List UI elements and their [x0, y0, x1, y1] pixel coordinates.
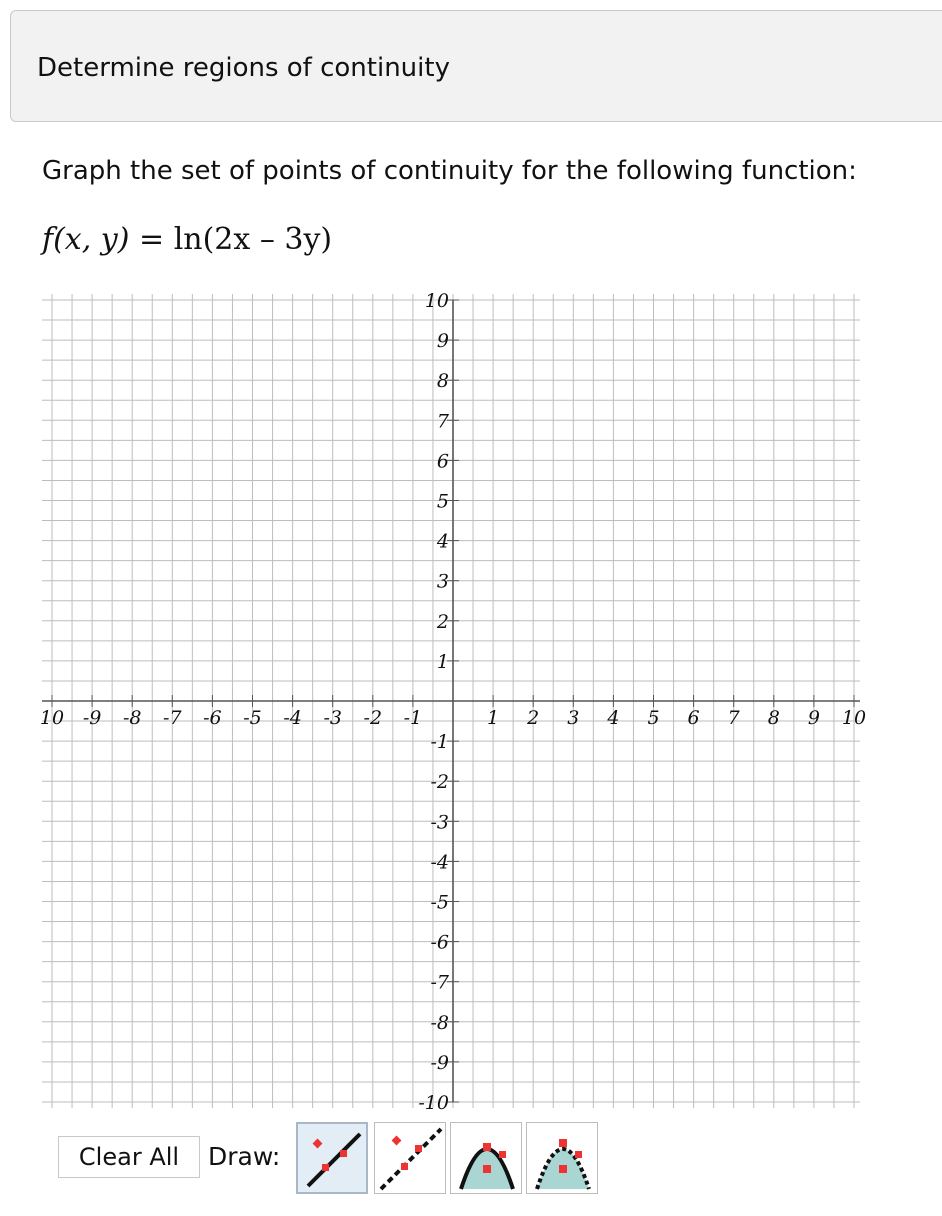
y-tick-label: -2: [430, 771, 449, 794]
y-tick-label: 5: [436, 490, 449, 513]
y-tick-label: -3: [430, 811, 449, 834]
y-tick-label: 10: [424, 290, 449, 312]
x-tick-label: 9: [807, 707, 820, 729]
x-tick-label: -1: [403, 707, 423, 729]
y-tick-label: 2: [436, 610, 449, 633]
solid-parabola-tool[interactable]: [450, 1122, 522, 1194]
page-title: Determine regions of continuity: [37, 53, 450, 83]
y-tick-label: -6: [430, 931, 449, 954]
y-tick-label: -9: [430, 1051, 449, 1074]
x-tick-label: -6: [203, 707, 222, 729]
y-tick-label: -8: [430, 1011, 449, 1034]
y-tick-label: 6: [436, 450, 449, 473]
x-tick-label: 8: [767, 707, 780, 729]
function-formula: [42, 222, 332, 257]
formula-equals: =: [139, 222, 165, 257]
solid-parabola-icon: [451, 1123, 523, 1195]
x-tick-label: -7: [163, 707, 182, 729]
y-tick-label: -4: [430, 851, 449, 874]
draw-label: Draw:: [208, 1142, 281, 1171]
x-tick-label: -5: [243, 707, 262, 729]
x-tick-label: -3: [323, 707, 342, 729]
header-bar: [10, 10, 942, 122]
x-tick-label: 2: [527, 707, 540, 729]
question-prompt: Graph the set of points of continuity for the following function:: [42, 156, 857, 186]
x-tick-label: 10: [39, 707, 65, 729]
solid-line-tool[interactable]: [296, 1122, 368, 1194]
dashed-parabola-icon: [527, 1123, 599, 1195]
dashed-parabola-tool[interactable]: [526, 1122, 598, 1194]
dashed-line-tool[interactable]: [374, 1122, 446, 1194]
y-tick-label: 8: [436, 370, 449, 393]
y-tick-label: -7: [430, 971, 449, 994]
x-tick-label: -8: [122, 707, 142, 729]
formula-rhs: ln(2x – 3y): [173, 222, 333, 257]
x-tick-label: 4: [607, 707, 620, 729]
y-tick-label: 3: [436, 570, 449, 593]
y-tick-label: 1: [436, 650, 449, 673]
y-tick-label: 4: [436, 530, 449, 553]
solid-line-icon: [298, 1124, 370, 1196]
clear-all-button[interactable]: Clear All: [58, 1136, 200, 1178]
x-tick-label: 6: [687, 707, 700, 729]
x-tick-label: 10: [841, 707, 867, 729]
x-tick-label: -2: [363, 707, 383, 729]
x-tick-label: 5: [647, 707, 660, 729]
x-tick-label: 1: [487, 707, 500, 729]
y-tick-label: -1: [430, 731, 449, 754]
y-tick-label: 9: [436, 330, 449, 353]
x-tick-label: -4: [283, 707, 302, 729]
dashed-line-icon: [375, 1123, 447, 1195]
x-tick-label: 7: [727, 707, 740, 729]
x-tick-label: 3: [567, 707, 580, 729]
formula-lhs: f(x, y): [42, 222, 130, 257]
y-tick-label: -10: [418, 1092, 449, 1114]
coordinate-graph[interactable]: [0, 286, 942, 1116]
x-tick-label: -9: [82, 707, 102, 729]
y-tick-label: -5: [430, 891, 449, 914]
y-tick-label: 7: [436, 410, 449, 433]
